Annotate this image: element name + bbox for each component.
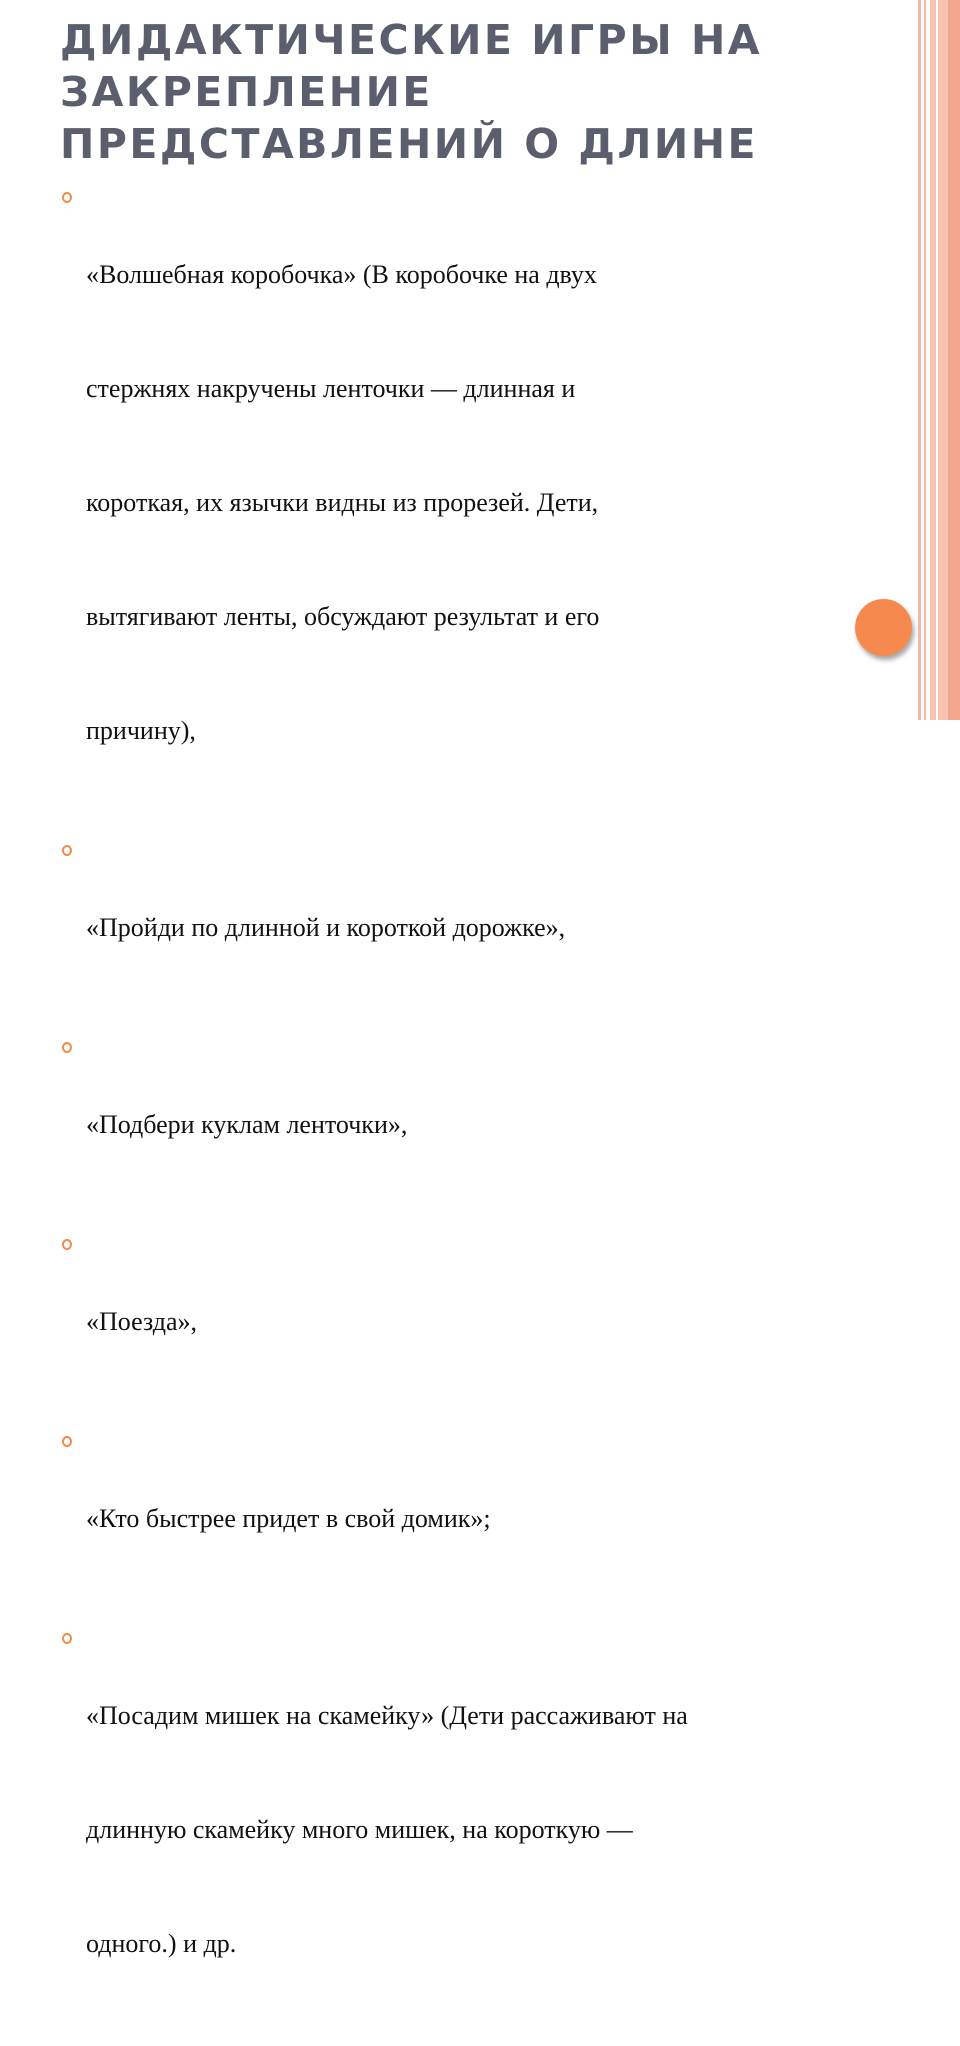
decorative-stripe [924,0,926,720]
bullet-circle-icon [62,1042,72,1053]
bullet-text-line: длинную скамейку много мишек, на короткую — [86,1815,633,1844]
bullet-circle-icon [62,1633,72,1644]
bullet-circle-icon [62,192,72,203]
bullet-text [86,1269,912,1412]
bullet-text-line: вытягивают ленты, обсуждают результат и его [86,602,600,631]
decorative-orange-circle [855,599,912,656]
bullet-item-ribbons [62,1030,912,1220]
bullet-text-line: «Пройди по длинной и короткой дорожке», [86,913,566,942]
bullet-text-line: «Волшебная коробочка» (В коробочке на двух [86,260,597,289]
bullet-text-line: «Посадим мишек на скамейку» (Дети рассаживают на [86,1701,688,1730]
bullet-text [86,875,912,1018]
slide-title [60,14,900,170]
bullet-text-line: короткая, их язычки видны из прорезей. Дети, [86,488,599,517]
bullet-circle-icon [62,1239,72,1250]
decorative-stripe [948,0,960,720]
bullet-text-line: «Кто быстрее придет в свой домик»; [86,1504,491,1533]
bullet-circle-icon [62,1436,72,1447]
bullet-text-line: «Поезда», [86,1307,198,1336]
bullet-text-line: «Подбери куклам ленточки», [86,1110,408,1139]
bullet-item-house [62,1424,912,1614]
bullet-circle-icon [62,845,72,856]
bullet-text-line: одного.) и др. [86,1929,237,1958]
bullet-item-bench [62,1621,912,2039]
bullet-text [86,1466,912,1609]
bullet-text [86,1072,912,1215]
bullet-text-line: стержнях накручены ленточки — длинная и [86,374,576,403]
bullet-item-trains [62,1227,912,1417]
slide-title-line: ПРЕДСТАВЛЕНИЙ О ДЛИНЕ [60,120,759,168]
slide-title-line: ЗАКРЕПЛЕНИЕ [60,68,433,116]
bullet-text-line: причину), [86,716,196,745]
bullet-item-path [62,833,912,1023]
bullet-text [86,222,912,821]
bullet-text [86,1663,912,2034]
bullet-item-magic-box [62,180,912,826]
slide-title-line: ДИДАКТИЧЕСКИЕ ИГРЫ НА [60,16,762,64]
bullet-list [62,180,912,2046]
decorative-stripe [918,0,921,720]
decorative-stripe-gap [936,0,938,720]
